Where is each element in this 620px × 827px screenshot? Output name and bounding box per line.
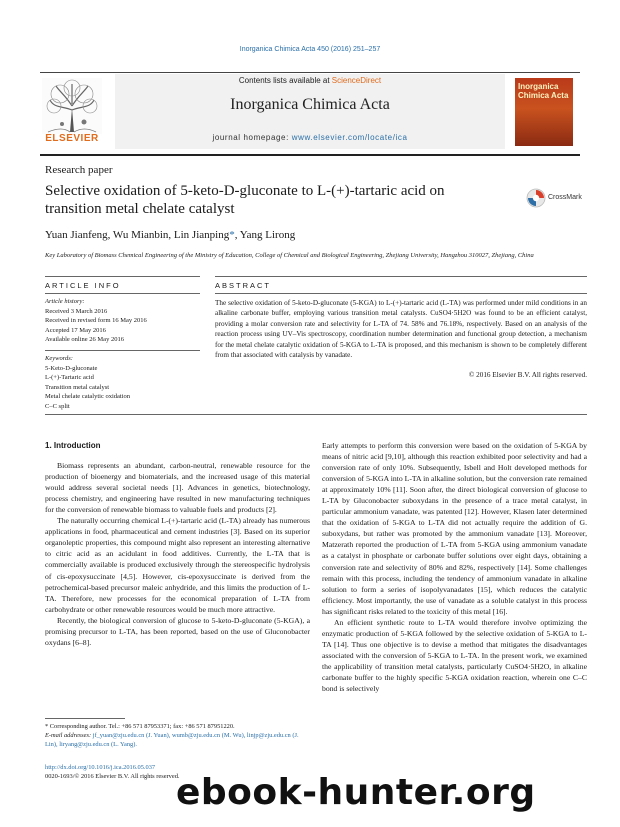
journal-cover-image [515,78,573,146]
journal-homepage [115,133,505,142]
body-left-column [45,440,310,648]
keywords [45,354,200,411]
crossmark-icon [526,188,546,208]
author-list [45,229,295,241]
sciencedirect-link[interactable]: ScienceDirect [331,76,382,85]
abstract-rule-mid [215,293,587,294]
authors-tail: , Yang Lirong [234,229,296,241]
keyword-item: L-(+)-Tartaric acid [45,374,94,381]
keywords-rule [45,350,200,351]
masthead-bottom-rule [40,154,580,156]
article-info-heading: ARTICLE INFO [45,281,121,290]
crossmark-label: CrossMark [548,194,582,201]
footnote [45,722,310,749]
contents-prefix: Contents lists available at [238,76,332,85]
watermark: ebook-hunter.org [176,772,536,813]
affiliation: Key Laboratory of Biomass Chemical Engineering of the Ministry of Education, College of Chemical and Biological Engineering, Zhejiang University, Hangzhou 310027, Zhejiang, China [45,252,534,259]
article-history [45,297,200,345]
body-paragraph: The naturally occurring chemical L-(+)-tartaric acid (L-TA) already has numerous applications in food, pharmaceutical and cement industries [3]. Based on its superior organoleptic properties, this compound might also represent an interesting alternative to citric acid as an acidulant in food additives. Currently, the L-TA that is commercially available is produced exclusively through the stereospecific hydrolysis of cis-epoxysuccinate [4,5]. However, cis-epoxysuccinate is derived from the petrochemical-based precursor maleic anhydride, and this limits the production of L-TA. Therefore, new processes for the economical preparation of L-TA from carbohydrate or other renewable resources would be much more attractive. [45,516,310,614]
crossmark-badge[interactable] [526,188,596,210]
history-item: Available online 26 May 2016 [45,336,124,343]
abstract-text: The selective oxidation of 5-keto-D-gluconate (5-KGA) to L-(+)-tartaric acid (L-TA) was performed under mild conditions in an alkaline carbonate buffer, employing various transition metal catalysts. CuSO4·5H2O was found to be an efficient catalyst, providing a molar conversion rate and selectivity for L-TA of 74. 58% and 76.18%, respectively. Based on an analysis of the reaction process using UV–Vis spectroscopy, coordination number determination and functional group detection, a mechanism for the metal chelate catalytic oxidation of 5-KGA to L-TA is proposed, and this mechanism is shown to be completely different from that associated with catalysis by vanadate. [215,299,587,360]
body-paragraph: An efficient synthetic route to L-TA would therefore involve optimizing the enzymatic production of 5-KGA followed by the selective oxidation of 5-KGA to L-TA [14]. Thus one objective is to devise a method that mitigates the disadvantages associated with the conversion of 5-KGA to L-TA. In the present work, we examined the applicability of transition metal catalysts, particularly CuSO4·5H2O, in alkaline carbonate buffer to the highly specific 5-KGA oxidation reaction, wherein one C–C bond is selectively [322,617,587,694]
corresponding-author-note: * Corresponding author. Tel.: +86 571 87953371; fax: +86 571 87951220. [45,723,235,730]
history-item: Accepted 17 May 2016 [45,326,106,334]
paper-type: Research paper [45,164,113,176]
article-info-rule-mid [45,293,200,294]
emails-label: E-mail addresses: [45,732,93,739]
homepage-prefix: journal homepage: [212,133,292,142]
introduction-heading: 1. Introduction [45,441,101,450]
contents-line [115,76,505,85]
body-paragraph: Recently, the biological conversion of glucose to 5-keto-D-gluconate (5-KGA), a promising precursor to L-TA, has been reported, based on the use of Gluconobacter oxydans [6–8]. [45,615,310,647]
body-right-column [322,440,587,694]
issn-line: 0020-1693/© 2016 Elsevier B.V. All rights reserved. [45,773,180,780]
elsevier-wordmark: ELSEVIER [45,133,99,144]
authors-main: Yuan Jianfeng, Wu Mianbin, Lin Jianping [45,229,230,241]
article-info-rule-top [45,276,200,277]
doi-link[interactable]: http://dx.doi.org/10.1016/j.ica.2016.05.037 [45,764,156,771]
author-emails[interactable]: jf_yuan@zju.edu.cn (J. Yuan), wumb@zju.edu.cn (M. Wu), linjp@zju.edu.cn (J. Lin), liryang@zju.edu.cn (L. Yang). [45,732,299,748]
abstract-heading: ABSTRACT [215,281,272,290]
footnote-rule [45,718,125,719]
masthead-top-rule [40,72,580,73]
keyword-item: Transition metal catalyst [45,383,110,391]
history-item: Received 3 March 2016 [45,307,108,315]
keyword-item: 5-Keto-D-gluconate [45,364,98,372]
abstract-rule-bottom [45,414,587,415]
article-title: Selective oxidation of 5-keto-D-gluconate to L-(+)-tartaric acid on transition metal chelate catalyst [45,183,445,217]
history-label: Article history: [45,298,85,305]
journal-name: Inorganica Chimica Acta [230,96,390,113]
history-item: Received in revised form 16 May 2016 [45,317,147,324]
keyword-item: Metal chelate catalytic oxidation [45,393,131,400]
body-paragraph: Biomass represents an abundant, carbon-neutral, renewable resource for the production of bioenergy and biomaterials, and the increased usage of this material would address several societal needs [1]. Advances in genetics, biotechnology, process chemistry, and engineering have resulted in new manufacturing techniques for the conversion of renewable biomass to valuable fuels and products [2]. [45,461,310,515]
corresponding-author-star[interactable]: * [229,229,235,241]
abstract-copyright: © 2016 Elsevier B.V. All rights reserved. [468,371,587,379]
abstract-rule-top [215,276,587,277]
journal-reference[interactable]: Inorganica Chimica Acta 450 (2016) 251–257 [239,46,381,53]
keyword-item: C–C split [45,402,70,410]
homepage-link[interactable]: www.elsevier.com/locate/ica [291,133,408,142]
body-paragraph: Early attempts to perform this conversion were based on the oxidation of 5-KGA by means of nitric acid [9,10], although this reaction exhibited poor selectivity and had a conversion rate of only 10%. Subsequently, Isbell and Holt developed methods for conversion of 5-KGA into L-TA in alkaline solution, but the conversion rate remained at approximately 10% [11]. Soon after, the direct biological conversion of glucose to L-TA by Gluconobacter suboxydans in the presence of a trace metal catalyst, in particular ammonium vanadate, was patented [12]. However, Klasen later determined that the oxidation of 5-KGA to L-TA did not actually require the addition of G. suboxydans, but rather was promoted by the ammonium vanadate [13]. Moreover, Matzerath reported the production of L-TA from 5-KGA using ammonium vanadate as a catalyst in phosphate or carbonate buffer solutions over eight days, obtaining a conversion rate and selectivity of 80% and 82%, respectively [14]. Some challenges remain with this process, including the tendency of ammonium vanadate in alkaline solution to form a series of isopolyvanadates [15], which reduces the catalytic efficiency. Most importantly, the use of vanadate as a soluble catalyst in this process has significant risks related to the toxicity of this metal [16]. [322,441,587,616]
keywords-label: Keywords: [45,355,73,362]
cover-title: Inorganica Chimica Acta [518,82,569,100]
